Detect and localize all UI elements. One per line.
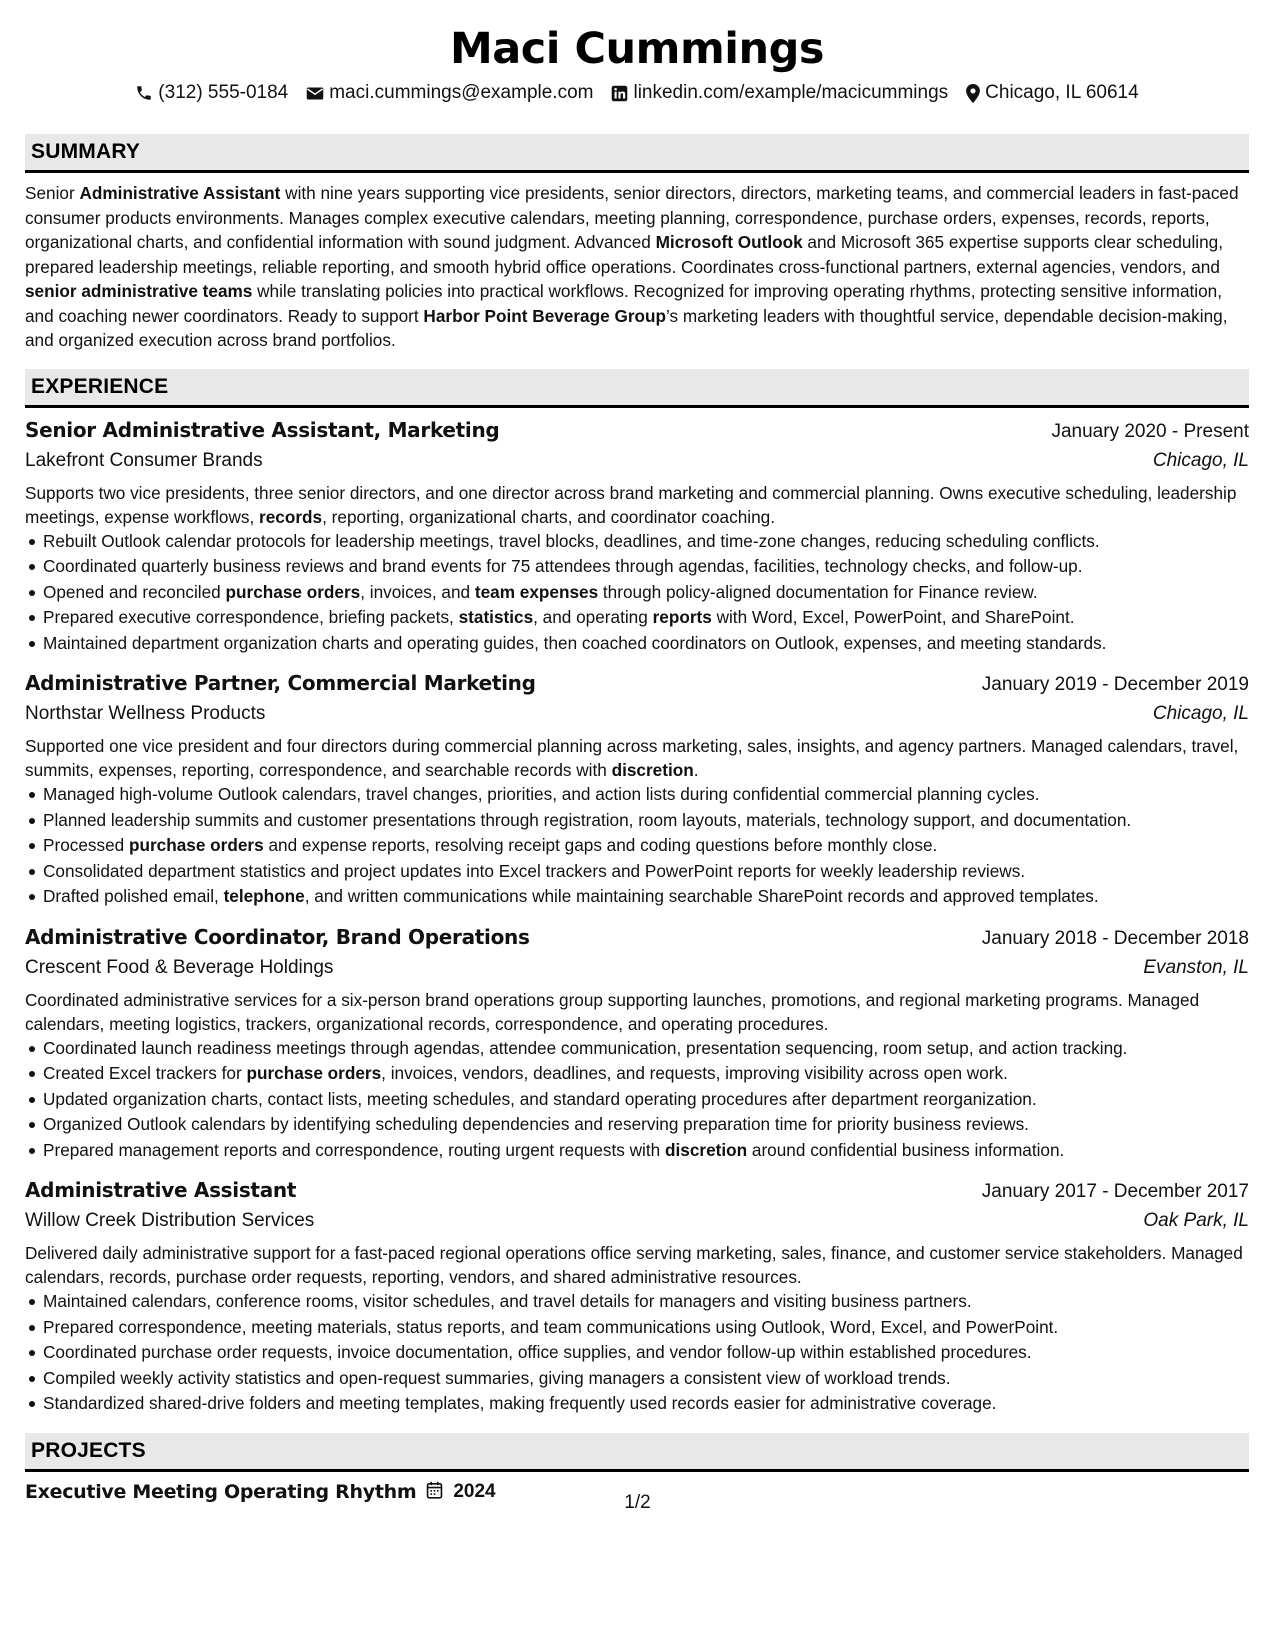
text-run: Prepared management reports and correspondence, routing urgent requests with (43, 1139, 665, 1160)
job-description (25, 988, 1249, 1036)
bullet-item (43, 1061, 1249, 1087)
text-run: Prepared correspondence, meeting materials, status reports, and team communications using Outlook, Word, Excel, and PowerPoint. (43, 1316, 1059, 1337)
linkedin-text: linkedin.com/example/macicummings (633, 82, 949, 103)
text-run: , and operating (533, 607, 653, 627)
job-title-row (25, 1176, 1249, 1206)
bullet-item (43, 1112, 1249, 1138)
job-description (25, 1241, 1249, 1289)
text-run: around confidential business information. (747, 1139, 1065, 1160)
bullet-item (43, 859, 1249, 885)
summary-heading: SUMMARY (25, 134, 1249, 173)
text-run: Updated organization charts, contact lists, meeting schedules, and standard operating procedures after department reorganization. (43, 1088, 1037, 1109)
text-run: with nine years supporting vice presidents, senior directors, directors, marketing teams, and commercial leaders in fast-paced consumer products environments. Manages complex executive calendars, meeting planning, correspondence, purchase orders, expenses, records, reports, organizational charts, and confidential information with sound judgment. Advanced (25, 183, 1239, 252)
contact-phone[interactable] (135, 81, 288, 105)
text-run: and Microsoft 365 expertise supports clear scheduling, prepared leadership meetings, reliable reporting, and smooth hybrid office operations. Coordinates cross-functional partners, external agencies, vendors, and (25, 232, 1224, 277)
bold-keyword: Harbor Point Beverage Group (423, 305, 667, 326)
job-dates: January 2017 - December 2017 (981, 1181, 1249, 1202)
page-number: 1/2 (624, 1492, 651, 1513)
text-run: and expense reports, resolving receipt gaps and coding questions before monthly close. (263, 835, 938, 855)
bold-keyword: statistics (458, 607, 534, 627)
email-text: maci.cummings@example.com (329, 82, 594, 103)
job-entry (25, 416, 1249, 657)
bullet-item (43, 884, 1249, 910)
text-run: Created Excel trackers for (43, 1063, 247, 1083)
job-company-row (25, 446, 1249, 476)
bold-keyword: senior administrative teams (25, 281, 253, 301)
text-run: . (693, 760, 699, 780)
location-text: Chicago, IL 60614 (985, 82, 1139, 103)
text-run: while translating policies into practical workflows. Recognized for improving operating rhythms, protecting sensitive information, and coaching newer coordinators. Ready to support (25, 281, 1222, 326)
bold-keyword: discretion (664, 1139, 748, 1160)
contact-linkedin[interactable] (611, 81, 948, 105)
experience-heading: EXPERIENCE (25, 369, 1249, 408)
text-run: Prepared executive correspondence, briefing packets, (43, 607, 459, 627)
bullet-item (43, 580, 1249, 606)
job-location: Chicago, IL (1152, 449, 1249, 471)
text-run: Senior (25, 183, 80, 203)
text-run: Maintained calendars, conference rooms, visitor schedules, and travel details for managers and visiting business partners. (43, 1291, 972, 1311)
experience-list (25, 416, 1249, 1417)
bullet-item (43, 808, 1249, 834)
text-run: ’s marketing leaders with thoughtful service, dependable decision-making, and organized execution across brand portfolios. (25, 305, 1228, 350)
job-title: Senior Administrative Assistant, Marketing (25, 417, 500, 442)
text-run: with Word, Excel, PowerPoint, and SharePoint. (711, 607, 1075, 627)
linkedin-icon (611, 85, 628, 102)
bullet-item (43, 529, 1249, 555)
job-title-row (25, 669, 1249, 699)
text-run: Supports two vice presidents, three senior directors, and one director across brand marketing and commercial planning. Owns executive scheduling, leadership meetings, expense workflows, (25, 482, 1237, 527)
text-run: Compiled weekly activity statistics and open-request summaries, giving managers a consistent view of workload trends. (43, 1367, 951, 1388)
text-run: Processed (43, 835, 129, 855)
bold-keyword: Administrative Assistant (79, 183, 281, 203)
text-run: Standardized shared-drive folders and meeting templates, making frequently used records easier for administrative coverage. (43, 1393, 997, 1413)
contact-email[interactable] (306, 81, 593, 105)
summary-text (25, 181, 1249, 353)
text-run: Managed high-volume Outlook calendars, travel changes, priorities, and action lists during confidential commercial planning cycles. (43, 784, 1040, 804)
bullet-item (43, 1315, 1249, 1341)
bullet-item (43, 1340, 1249, 1366)
job-company: Crescent Food & Beverage Holdings (25, 956, 334, 978)
bold-keyword: Microsoft Outlook (655, 232, 803, 252)
job-bullets (25, 782, 1249, 910)
job-entry (25, 1176, 1249, 1417)
job-title: Administrative Partner, Commercial Marketing (25, 671, 536, 695)
job-location: Evanston, IL (1143, 956, 1249, 978)
bullet-item (43, 833, 1249, 859)
bold-keyword: purchase orders (225, 581, 361, 602)
bullet-item (43, 1289, 1249, 1315)
job-entry (25, 669, 1249, 910)
text-run: Coordinated quarterly business reviews and brand events for 75 attendees through agendas, facilities, technology checks, and follow-up. (43, 556, 1083, 576)
text-run: Coordinated administrative services for a six-person brand operations group supporting launches, promotions, and regional marketing programs. Managed calendars, meeting logistics, trackers, organizational records, correspondence, and operating procedures. (25, 989, 1200, 1034)
bold-keyword: purchase orders (246, 1063, 382, 1083)
text-run: Opened and reconciled (43, 581, 226, 602)
envelope-icon (306, 86, 324, 101)
text-run: Delivered daily administrative support for a fast-paced regional operations office serving marketing, sales, finance, and customer service stakeholders. Managed calendars, records, purchase order requests, reporting, vendors, and shared administrative resources. (25, 1243, 1243, 1287)
job-dates: January 2018 - December 2018 (981, 927, 1249, 949)
bullet-item (43, 1138, 1249, 1164)
job-location: Chicago, IL (1152, 703, 1249, 724)
bullet-item (43, 782, 1249, 808)
text-run: Organized Outlook calendars by identifying scheduling dependencies and reserving preparation time for priority business reviews. (43, 1114, 1029, 1134)
resume-page (25, 0, 1249, 1504)
job-title: Administrative Coordinator, Brand Operations (25, 924, 530, 949)
text-run: through policy-aligned documentation for Finance review. (598, 581, 1038, 602)
bullet-item (43, 605, 1249, 631)
phone-icon (135, 84, 153, 102)
job-title-row (25, 923, 1249, 953)
job-bullets (25, 529, 1249, 657)
text-run: Planned leadership summits and customer presentations through registration, room layouts, materials, technology support, and documentation. (43, 809, 1132, 830)
candidate-name: Maci Cummings (449, 24, 824, 74)
bullet-item (43, 1366, 1249, 1392)
job-title-row (25, 416, 1249, 446)
projects-heading: PROJECTS (25, 1433, 1249, 1472)
bold-keyword: records (259, 506, 323, 527)
project-year: 2024 (453, 1481, 496, 1502)
bullet-item (43, 554, 1249, 580)
bold-keyword: team expenses (474, 581, 599, 602)
project-title: Executive Meeting Operating Rhythm (25, 1481, 417, 1503)
bold-keyword: discretion (611, 760, 694, 780)
job-description (25, 734, 1249, 782)
job-company-row (25, 699, 1249, 729)
job-company: Willow Creek Distribution Services (25, 1210, 315, 1231)
job-location: Oak Park, IL (1143, 1210, 1249, 1231)
text-run: Coordinated launch readiness meetings through agendas, attendee communication, presentation sequencing, room setup, and action tracking. (43, 1037, 1128, 1058)
job-bullets (25, 1289, 1249, 1417)
text-run: Consolidated department statistics and project updates into Excel trackers and PowerPoint reports for weekly leadership reviews. (43, 860, 1026, 881)
text-run: , invoices, and (360, 581, 475, 602)
job-company-row (25, 1206, 1249, 1236)
phone-text: (312) 555-0184 (158, 82, 289, 103)
job-dates: January 2019 - December 2019 (981, 674, 1249, 695)
job-company-row (25, 953, 1249, 983)
job-bullets (25, 1036, 1249, 1164)
bold-keyword: reports (652, 607, 712, 627)
job-description (25, 481, 1249, 529)
text-run: Coordinated purchase order requests, invoice documentation, office supplies, and vendor follow-up within established procedures. (43, 1342, 1032, 1362)
map-pin-icon (966, 84, 980, 103)
job-company: Northstar Wellness Products (25, 703, 266, 724)
bullet-item (43, 1391, 1249, 1417)
text-run: , and written communications while maintaining searchable SharePoint records and approved templates. (304, 886, 1099, 906)
text-run: Rebuilt Outlook calendar protocols for leadership meetings, travel blocks, deadlines, and time-zone changes, reducing scheduling conflicts. (43, 530, 1100, 551)
bullet-item (43, 1036, 1249, 1062)
text-run: Maintained department organization charts and operating guides, then coached coordinators on Outlook, expenses, and meeting standards. (43, 632, 1107, 653)
bullet-item (43, 631, 1249, 657)
text-run: , invoices, vendors, deadlines, and requests, improving visibility across open work. (381, 1063, 1008, 1083)
job-dates: January 2020 - Present (1051, 420, 1249, 442)
contact-location (966, 81, 1139, 105)
contact-bar (25, 81, 1249, 105)
job-company: Lakefront Consumer Brands (25, 449, 263, 471)
bullet-item (43, 1087, 1249, 1113)
bold-keyword: purchase orders (128, 835, 264, 855)
job-title: Administrative Assistant (25, 1178, 297, 1202)
job-entry (25, 923, 1249, 1164)
bold-keyword: telephone (223, 886, 305, 906)
text-run: Supported one vice president and four directors during commercial planning across marketing, sales, insights, and agency partners. Managed calendars, travel, summits, expenses, reporting, correspondence, and searchable records with (25, 736, 1239, 780)
text-run: , reporting, organizational charts, and coordinator coaching. (322, 506, 775, 527)
text-run: Drafted polished email, (43, 886, 224, 906)
